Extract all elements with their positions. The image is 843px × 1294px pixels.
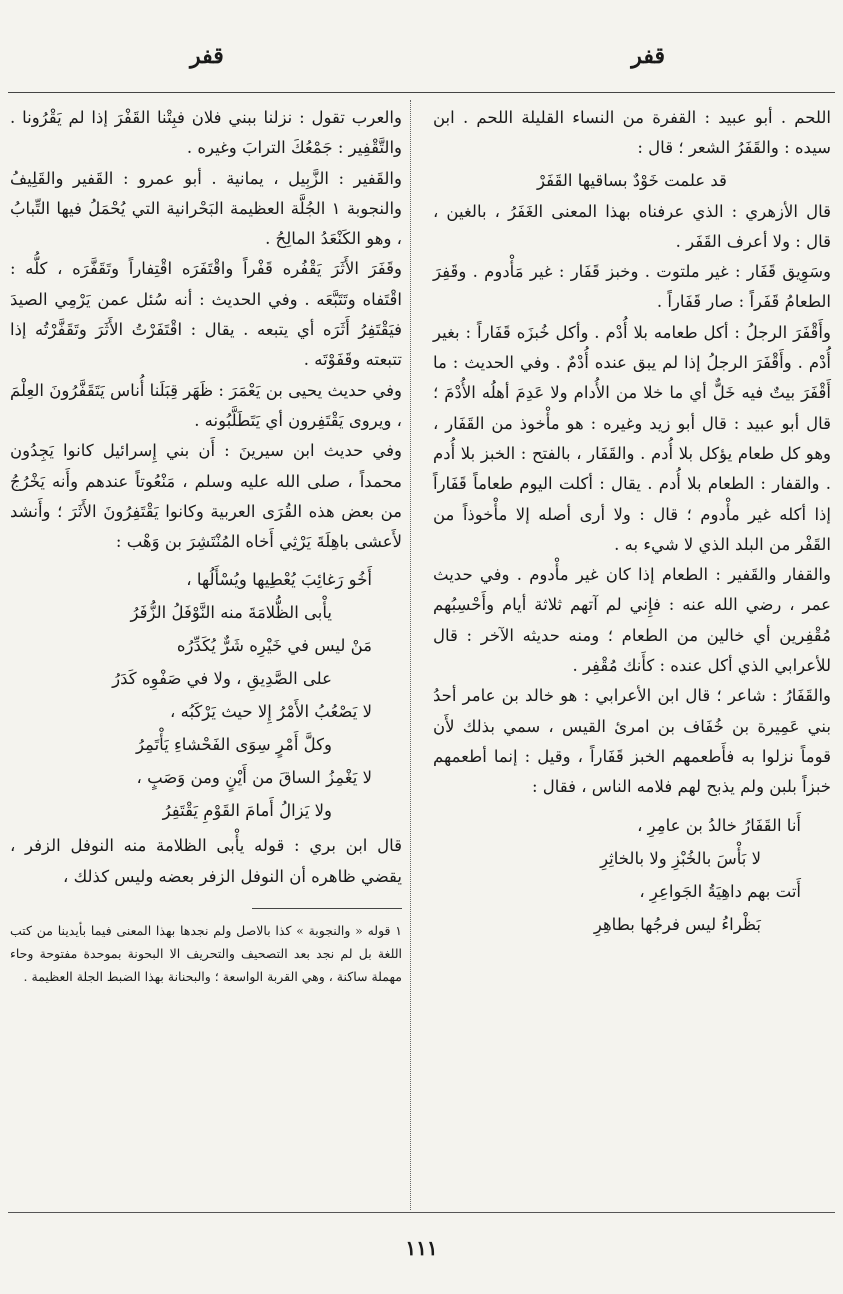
paragraph: وفي حديث ابن سيرينَ : أَن بني إِسرائيل كانوا يَجِدُون محمداً ، صلى الله عليه وسلم ، مَنْعُوتاً عندهم وأَنه يَخْرُجُ من بعض هذه القُرَى العربية وكانوا يَقْتَفِرُونَ الأَثَرَ ؛ وأَنشد لأَعشى باهِلَةَ يَرْثِي أَخاه المُنْتَشِرَ بن وَهْب :	[10, 441, 402, 552]
verse-line: لا يَغْمِزُ الساقَ من أَيْنٍ ومن وَصَبٍ ،	[136, 768, 372, 788]
page-number: ١١١	[405, 1236, 438, 1260]
header-rule	[8, 92, 835, 93]
verse-line: يأْبى الظُّلامَةَ منه النَّوْفَلُ الزُّفَرُ	[130, 603, 332, 623]
paragraph: والعرب تقول : نزلنا ببني فلان فبِتْنا القَفْرَ إذا لم يَقْرُونا . والتَّقْفِير : جَمْعُكَ الترابَ وغيره .	[10, 108, 402, 158]
verse-line: أَخُو رَغائِبَ يُعْطِيها ويُسْأَلُها ،	[186, 570, 372, 590]
paragraph: وأَقْفَرَ الرجلُ : أكل طعامه بلا أُدْم . وأكل خُبزَه قَفَاراً : بغير أُدْم . وأَقْفَرَ الرجلُ إذا لم يبق عنده أُدْمٌ . وفي الحديث : ما أَقْفَرَ بيتٌ فيه خَلٌّ أي ما خلا من الأُدام ولا عَدِمَ أهلُه الأُدْمَ ؛ قال أبو عبيد : قال أبو زيد وغيره : هو مأْخوذ من القَفَار ، وهو كل طعام يؤكل بلا أُدم . والقَفَار ، بالفتح : الخبز بلا أُدم . والقفار : الطعام بلا أُدم . يقال : أكلت اليوم طعاماً قَفَاراً إذا أكله غير مأْدوم ؛ قال : ولا أرى أصله إلا مأْخوذاً من القَفْر من البلد الذي لا شيء به .	[433, 322, 831, 554]
verse-line: قد علمت خَوْدٌ بساقيها القَفَرْ	[537, 170, 727, 190]
paragraph: والقفار والقَفير : الطعام إذا كان غير مأْدوم . وفي حديث عمر ، رضي الله عنه : فإِني لم آتهم ثلاثة أيام وأَحْسِبُهم مُقْفِرين أي خالين من الطعام ؛ ومنه حديثه الآخر : قال للأعرابي الذي أكل عنده : كأَنك مُقْفِر .	[433, 565, 831, 676]
footnote-rule	[252, 908, 402, 909]
verse-line: لا بَأْسَ بالخُبْزِ ولا بالخاثِرِ	[600, 848, 761, 868]
left-column	[10, 103, 402, 988]
right-column	[433, 103, 831, 945]
verse-line: ولا يَزالُ أَمامَ القَوْمِ يَقْتَفِرُ	[162, 801, 332, 821]
verse-line: بَظْراءُ ليس فرجُها بطاهِرِ	[593, 914, 761, 934]
paragraph: اللحم . أبو عبيد : القفرة من النساء القليلة اللحم . ابن سيده : والقَفَرُ الشعر ؛ قال :	[433, 108, 831, 158]
footnote: ١ قوله « والنجوبة » كذا بالاصل ولم نجدها بهذا المعنى فيما بأيدينا من كتب اللغة بل لم نجد بعد التصحيف والتحريف الا البحونة بموحدة مفتوحة وحاء مهملة ساكنة ، وهي القربة الواسعة ؛ والبحنانة بهذا الضبط الجلة العظيمة .	[10, 923, 402, 985]
paragraph: قال ابن بري : قوله يأْبى الظلامة منه النوفل الزفر ، يقضي ظاهره أن النوفل الزفر بعضه وليس كذلك ،	[10, 836, 402, 886]
paragraph: والقَفَارُ : شاعر ؛ قال ابن الأعرابي : هو خالد بن عامر أحدُ بني عَمِيرة بن خُفَاف بن امرئ القيس ، سمي بذلك لأَن قوماً نزلوا به فأَطعمهم الخبز قَفَاراً ، وقيل : إنما أطعمهم خبزاً بلبن ولم يذبح لهم فلامه الناس ، فقال :	[433, 686, 831, 797]
poem-block	[433, 809, 831, 941]
paragraph: وسَوِيق قَفَار : غير ملتوت . وخبز قَفَار : غير مَأْدوم . وقَفِرَ الطعامُ قَفَراً : صار قَفَاراً .	[433, 262, 831, 312]
footer-rule	[8, 1212, 835, 1213]
verse-line: لا يَصْعُبُ الأَمْرُ إِلا حيث يَرْكَبُه ،	[170, 702, 372, 722]
verse-line: أَتت بهم داهِيَةُ الجَواعِرِ ،	[639, 881, 801, 901]
header-left: قفر	[190, 43, 224, 69]
header-right: قفر	[631, 43, 665, 69]
column-divider	[410, 100, 411, 1210]
verse-line: أَنا القَفَارُ خالدُ بن عامِرِ ،	[637, 815, 801, 835]
paragraph: وفي حديث يحيى بن يَعْمَرَ : ظَهَر قِبَلَنا أُناس يَتَقَفَّرُونَ العِلْمَ ، ويروى يَقْتَفِرون أي يَتَطَلَّبُونه .	[10, 380, 402, 430]
paragraph: وقَفَرَ الأَثَرَ يَقْفُره قَفْراً واقْتَفَرَه اقْتِفاراً وتَقَفَّرَه ، كلُّه : اقْتَفاه وتَتَبَّعَه . وفي الحديث : أنه سُئل عمن يَرْمِي الصيدَ فيَقْتَفِرُ أَثَرَه أي يتبعه . يقال : اقْتَفَرْتُ الأَثَرَ وتَقَفَّرْتُه إذا تتبعته وقَفَوْتَه .	[10, 259, 402, 370]
paragraph: قال الأزهري : الذي عرفناه بهذا المعنى الغَفَرُ ، بالغين ، قال : ولا أعرف القَفَر .	[433, 201, 831, 251]
verse-line: وكلَّ أَمْرٍ سِوَى الفَحْشاءِ يَأْتَمِرُ	[135, 735, 332, 755]
verse-line: على الصَّدِيقِ ، ولا في صَفْوِه كَدَرُ	[112, 669, 332, 689]
poem-block	[10, 563, 402, 827]
paragraph: والقَفير : الزَّبِيل ، يمانية . أبو عمرو : القَفير والقَلِيفُ والنجوبة ١ الجُلَّة العظيمة البَحْرانية التي يُحْمَلُ فيها التِّبابُ ، وهو الكَنْعَدُ المالِحُ .	[10, 168, 402, 249]
verse-line: مَنْ ليس في خَيْرِه شَرٌّ يُكَدِّرُه	[176, 636, 372, 656]
